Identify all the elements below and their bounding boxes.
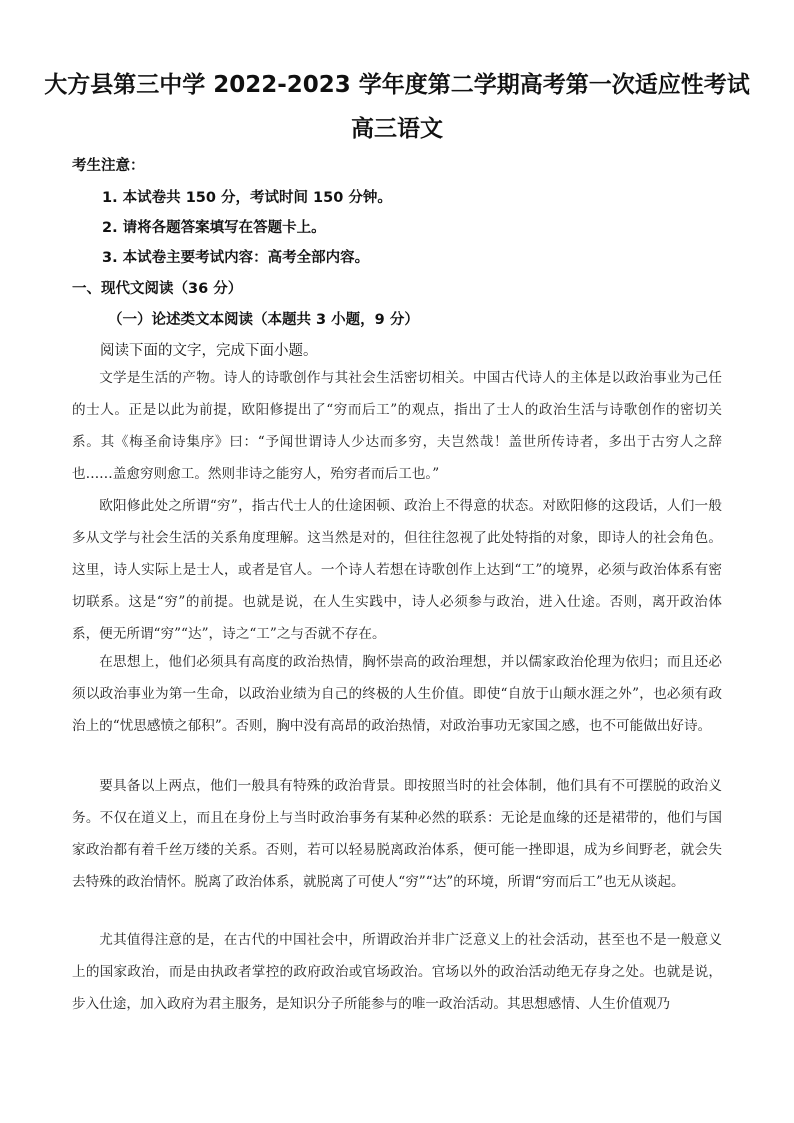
reading-instruction: 阅读下面的文字，完成下面小题。 [100,343,318,359]
notice-item: 1. 本试卷共 150 分，考试时间 150 分钟。 [102,190,392,206]
exam-title: 大方县第三中学 2022-2023 学年度第二学期高考第一次适应性考试 [44,72,750,98]
notice-item: 3. 本试卷主要考试内容：高考全部内容。 [102,250,370,266]
passage-paragraph: 在思想上，他们必须具有高度的政治热情，胸怀崇高的政治理想，并以儒家政治伦理为依归；而且还必须以政治事业为第一生命，以政治业绩为自己的终极的人生价值。即使“自放于山颠水涯之外”，也必须有政治上的“忧思感愤之郁积”。否则，胸中没有高昂的政治热情，对政治事功无家国之感，也不可能做出好诗。 [72,654,722,734]
notice-heading: 考生注意： [72,158,145,174]
exam-subtitle: 高三语文 [351,116,443,142]
section-heading: 一、现代文阅读（36 分） [72,281,243,297]
subsection-heading: （一）论述类文本阅读（本题共 3 小题，9 分） [108,312,419,328]
notice-item: 2. 请将各题答案填写在答题卡上。 [102,220,326,236]
passage-paragraph: 要具备以上两点，他们一般具有特殊的政治背景。即按照当时的社会体制，他们具有不可摆脱的政治义务。不仅在道义上，而且在身份上与当时政治事务有某种必然的联系：无论是血缘的还是裙带的，他们与国家政治都有着千丝万缕的关系。否则，若可以轻易脱离政治体系，便可能一挫即退，成为乡间野老，就会失去特殊的政治情怀。脱离了政治体系，就脱离了可使人“穷”“达”的环境，所谓“穷而后工”也无从谈起。 [72,778,722,890]
passage-paragraph: 尤其值得注意的是，在古代的中国社会中，所谓政治并非广泛意义上的社会活动，甚至也不是一般意义上的国家政治，而是由执政者掌控的政府政治或官场政治。官场以外的政治活动绝无存身之处。也就是说，步入仕途，加入政府为君主服务，是知识分子所能参与的唯一政治活动。其思想感情、人生价值观乃 [72,932,722,1012]
passage-paragraph: 文学是生活的产物。诗人的诗歌创作与其社会生活密切相关。中国古代诗人的主体是以政治事业为己任的士人。正是以此为前提，欧阳修提出了“穷而后工”的观点，指出了士人的政治生活与诗歌创作的密切关系。其《梅圣俞诗集序》曰：“予闻世谓诗人少达而多穷，夫岂然哉！盖世所传诗者，多出于古穷人之辞也……盖愈穷则愈工。然则非诗之能穷人，殆穷者而后工也。” [72,370,722,482]
passage-paragraph: 欧阳修此处之所谓“穷”，指古代士人的仕途困顿、政治上不得意的状态。对欧阳修的这段话，人们一般多从文学与社会生活的关系角度理解。这当然是对的，但往往忽视了此处特指的对象，即诗人的社会角色。这里，诗人实际上是士人，或者是官人。一个诗人若想在诗歌创作上达到“工”的境界，必须与政治体系有密切联系。这是“穷”的前提。也就是说，在人生实践中，诗人必须参与政治，进入仕途。否则，离开政治体系，便无所谓“穷”“达”，诗之“工”之与否就不存在。 [72,498,722,642]
